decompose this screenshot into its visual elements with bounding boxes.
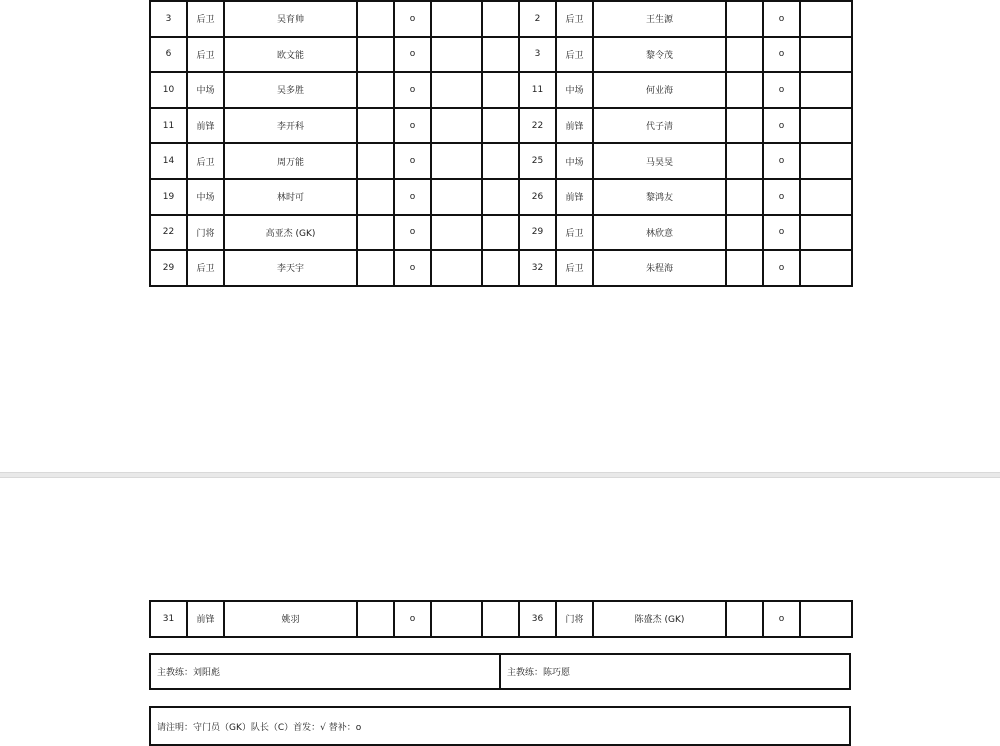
away-number-cell: 22 xyxy=(519,108,556,144)
away-position-cell: 门将 xyxy=(556,601,593,637)
away-sub-mark-cell: o xyxy=(763,143,800,179)
table-row xyxy=(150,179,852,215)
away-sub-mark-cell: o xyxy=(763,72,800,108)
away-number-cell: 11 xyxy=(519,72,556,108)
table-row xyxy=(150,250,852,286)
away-extra-cell xyxy=(800,37,852,73)
away-extra-cell xyxy=(800,601,852,637)
away-sub-mark-cell: o xyxy=(763,215,800,251)
home-number-cell: 14 xyxy=(150,143,187,179)
away-position-cell: 后卫 xyxy=(556,1,593,37)
document-page-2 xyxy=(0,478,1000,736)
away-number-cell: 29 xyxy=(519,215,556,251)
home-position-cell: 中场 xyxy=(187,72,224,108)
home-number-cell: 11 xyxy=(150,108,187,144)
home-sub-mark-cell: o xyxy=(394,179,431,215)
home-extra-cell-2 xyxy=(482,179,519,215)
away-name-cell: 马昊旻 xyxy=(593,143,726,179)
roster-table-page-2 xyxy=(149,600,853,638)
home-extra-cell-2 xyxy=(482,601,519,637)
home-position-cell: 前锋 xyxy=(187,108,224,144)
away-position-cell: 后卫 xyxy=(556,250,593,286)
away-extra-cell xyxy=(800,72,852,108)
home-start-cell xyxy=(357,72,394,108)
away-coach: 主教练：陈巧愿 xyxy=(499,655,849,688)
home-position-cell: 后卫 xyxy=(187,250,224,286)
away-start-cell xyxy=(726,143,763,179)
away-sub-mark-cell: o xyxy=(763,250,800,286)
away-extra-cell xyxy=(800,143,852,179)
home-number-cell: 10 xyxy=(150,72,187,108)
home-extra-cell-2 xyxy=(482,37,519,73)
away-extra-cell xyxy=(800,1,852,37)
home-extra-cell xyxy=(431,143,482,179)
home-extra-cell xyxy=(431,37,482,73)
away-position-cell: 前锋 xyxy=(556,179,593,215)
away-name-cell: 王生源 xyxy=(593,1,726,37)
away-sub-mark-cell: o xyxy=(763,1,800,37)
away-number-cell: 2 xyxy=(519,1,556,37)
away-start-cell xyxy=(726,1,763,37)
away-extra-cell xyxy=(800,179,852,215)
home-sub-mark-cell: o xyxy=(394,37,431,73)
away-start-cell xyxy=(726,37,763,73)
away-number-cell: 36 xyxy=(519,601,556,637)
away-name-cell: 黎鸿友 xyxy=(593,179,726,215)
away-number-cell: 32 xyxy=(519,250,556,286)
table-row xyxy=(150,215,852,251)
away-name-cell: 林欣意 xyxy=(593,215,726,251)
home-start-cell xyxy=(357,601,394,637)
home-extra-cell xyxy=(431,215,482,251)
home-name-cell: 李天宇 xyxy=(224,250,357,286)
away-number-cell: 25 xyxy=(519,143,556,179)
home-position-cell: 后卫 xyxy=(187,143,224,179)
away-name-cell: 陈盛杰 (GK) xyxy=(593,601,726,637)
table-row xyxy=(150,1,852,37)
away-number-cell: 26 xyxy=(519,179,556,215)
home-extra-cell xyxy=(431,179,482,215)
table-row xyxy=(150,72,852,108)
home-name-cell: 姚羽 xyxy=(224,601,357,637)
home-sub-mark-cell: o xyxy=(394,143,431,179)
away-position-cell: 中场 xyxy=(556,72,593,108)
home-start-cell xyxy=(357,37,394,73)
home-extra-cell xyxy=(431,108,482,144)
away-start-cell xyxy=(726,179,763,215)
home-position-cell: 后卫 xyxy=(187,37,224,73)
home-name-cell: 李开科 xyxy=(224,108,357,144)
away-extra-cell xyxy=(800,108,852,144)
home-start-cell xyxy=(357,1,394,37)
away-start-cell xyxy=(726,250,763,286)
home-sub-mark-cell: o xyxy=(394,108,431,144)
roster-table-page-1 xyxy=(149,0,853,287)
home-name-cell: 欧文能 xyxy=(224,37,357,73)
home-number-cell: 22 xyxy=(150,215,187,251)
away-start-cell xyxy=(726,601,763,637)
home-extra-cell xyxy=(431,250,482,286)
away-position-cell: 中场 xyxy=(556,143,593,179)
away-sub-mark-cell: o xyxy=(763,108,800,144)
home-sub-mark-cell: o xyxy=(394,72,431,108)
home-number-cell: 31 xyxy=(150,601,187,637)
away-name-cell: 代子清 xyxy=(593,108,726,144)
home-position-cell: 中场 xyxy=(187,179,224,215)
table-row xyxy=(150,143,852,179)
away-name-cell: 朱程海 xyxy=(593,250,726,286)
home-extra-cell-2 xyxy=(482,215,519,251)
away-extra-cell xyxy=(800,250,852,286)
home-start-cell xyxy=(357,108,394,144)
home-start-cell xyxy=(357,215,394,251)
away-start-cell xyxy=(726,108,763,144)
home-number-cell: 19 xyxy=(150,179,187,215)
coach-row xyxy=(149,653,851,690)
away-name-cell: 黎令茂 xyxy=(593,37,726,73)
table-row xyxy=(150,601,852,637)
home-extra-cell xyxy=(431,72,482,108)
home-extra-cell xyxy=(431,601,482,637)
home-number-cell: 29 xyxy=(150,250,187,286)
away-sub-mark-cell: o xyxy=(763,601,800,637)
home-sub-mark-cell: o xyxy=(394,250,431,286)
away-extra-cell xyxy=(800,215,852,251)
home-extra-cell xyxy=(431,1,482,37)
away-position-cell: 前锋 xyxy=(556,108,593,144)
away-start-cell xyxy=(726,215,763,251)
away-name-cell: 何业海 xyxy=(593,72,726,108)
home-position-cell: 前锋 xyxy=(187,601,224,637)
home-sub-mark-cell: o xyxy=(394,601,431,637)
away-sub-mark-cell: o xyxy=(763,37,800,73)
home-start-cell xyxy=(357,250,394,286)
home-extra-cell-2 xyxy=(482,108,519,144)
home-name-cell: 吴多胜 xyxy=(224,72,357,108)
home-number-cell: 3 xyxy=(150,1,187,37)
table-row xyxy=(150,37,852,73)
away-sub-mark-cell: o xyxy=(763,179,800,215)
home-extra-cell-2 xyxy=(482,143,519,179)
away-position-cell: 后卫 xyxy=(556,215,593,251)
away-start-cell xyxy=(726,72,763,108)
home-name-cell: 林时可 xyxy=(224,179,357,215)
home-start-cell xyxy=(357,143,394,179)
home-sub-mark-cell: o xyxy=(394,1,431,37)
home-extra-cell-2 xyxy=(482,72,519,108)
away-number-cell: 3 xyxy=(519,37,556,73)
away-position-cell: 后卫 xyxy=(556,37,593,73)
home-coach: 主教练：刘阳彪 xyxy=(157,668,221,678)
table-row xyxy=(150,108,852,144)
legend-note: 请注明：守门员（GK）队长（C）首发：√ 替补：o xyxy=(149,706,851,746)
home-position-cell: 后卫 xyxy=(187,1,224,37)
home-start-cell xyxy=(357,179,394,215)
home-sub-mark-cell: o xyxy=(394,215,431,251)
home-name-cell: 高亚杰 (GK) xyxy=(224,215,357,251)
home-number-cell: 6 xyxy=(150,37,187,73)
home-extra-cell-2 xyxy=(482,1,519,37)
home-name-cell: 吴育帅 xyxy=(224,1,357,37)
home-position-cell: 门将 xyxy=(187,215,224,251)
home-extra-cell-2 xyxy=(482,250,519,286)
home-name-cell: 周万能 xyxy=(224,143,357,179)
